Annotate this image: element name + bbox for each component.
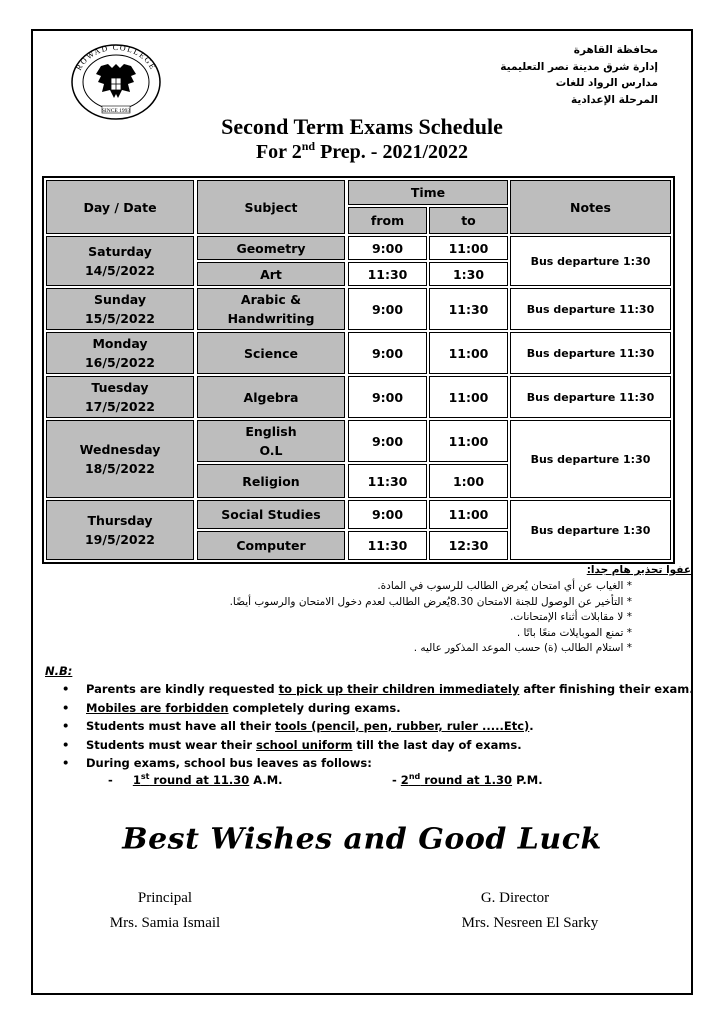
subject-cell: Art xyxy=(197,262,345,286)
principal-title: Principal xyxy=(137,890,193,906)
header-line: محافظة القاهرة xyxy=(573,44,658,56)
header-line: مدارس الرواد للغات xyxy=(555,77,658,89)
arabic-header xyxy=(500,42,658,108)
director-name: Mrs. Nesreen El Sarky xyxy=(461,915,599,931)
warning-item: * لا مقابلات أثناء الإمتحانات. xyxy=(230,610,632,626)
time-to-cell: 11:30 xyxy=(429,288,508,330)
time-from-cell: 11:30 xyxy=(348,262,427,286)
warning-item: * التأخير عن الوصول للجنة الامتحان 8.30يُعرض الطالب لعدم دخول الامتحان والرسوب أيضًا. xyxy=(230,595,632,611)
director-title: G. Director xyxy=(480,890,550,906)
time-from-cell: 11:30 xyxy=(348,464,427,498)
principal-name: Mrs. Samia Ismail xyxy=(109,915,221,931)
subject-cell: Science xyxy=(197,332,345,374)
logo-text: ROWAD COLLEGE xyxy=(74,42,158,72)
warning-item: * تمنع الموبايلات منعًا باتًا . xyxy=(230,626,632,642)
header-day-date: Day / Date xyxy=(46,180,194,234)
day-cell: Monday 16/5/2022 xyxy=(46,332,194,374)
nb-item: • Students must have all their tools (pencil, pen, rubber, ruler .....Etc). xyxy=(62,717,694,736)
time-from-cell: 9:00 xyxy=(348,332,427,374)
day-cell: Tuesday 17/5/2022 xyxy=(46,376,194,418)
bus-round-1: - 1st round at 11.30 A.M. xyxy=(108,772,283,787)
time-to-cell: 12:30 xyxy=(429,531,508,560)
notes-cell: Bus departure 11:30 xyxy=(510,376,671,418)
time-from-cell: 11:30 xyxy=(348,531,427,560)
notes-cell: Bus departure 1:30 xyxy=(510,500,671,560)
warning-list xyxy=(230,579,632,657)
header-line: إدارة شرق مدينة نصر التعليمية xyxy=(500,60,658,73)
page-title: Second Term Exams Schedule xyxy=(221,114,503,139)
header-notes: Notes xyxy=(510,180,671,234)
header-to: to xyxy=(429,207,508,234)
warning-item: * استلام الطالب (ة) حسب الموعد المذكور عاليه . xyxy=(230,641,632,657)
header-from: from xyxy=(348,207,427,234)
subject-cell: Computer xyxy=(197,531,345,560)
subject-cell: Arabic & Handwriting xyxy=(197,288,345,330)
bus-round-2: - 2nd round at 1.30 P.M. xyxy=(392,772,543,787)
exam-schedule-table xyxy=(42,176,675,564)
time-from-cell: 9:00 xyxy=(348,236,427,260)
notes-cell: Bus departure 11:30 xyxy=(510,288,671,330)
school-logo xyxy=(68,42,164,122)
subject-cell: Geometry xyxy=(197,236,345,260)
notes-cell: Bus departure 1:30 xyxy=(510,420,671,498)
closing-message: Best Wishes and Good Luck xyxy=(122,822,602,857)
header-line: المرحلة الإعدادية xyxy=(571,93,658,106)
time-from-cell: 9:00 xyxy=(348,500,427,529)
subject-cell: Religion xyxy=(197,464,345,498)
time-to-cell: 1:30 xyxy=(429,262,508,286)
time-to-cell: 1:00 xyxy=(429,464,508,498)
warning-item: * الغياب عن أي امتحان يُعرض الطالب للرسوب في المادة. xyxy=(230,579,632,595)
day-cell: Sunday 15/5/2022 xyxy=(46,288,194,330)
time-to-cell: 11:00 xyxy=(429,500,508,529)
time-to-cell: 11:00 xyxy=(429,420,508,462)
nb-item: • Students must wear their school uniform till the last day of exams. xyxy=(62,736,694,755)
time-to-cell: 11:00 xyxy=(429,332,508,374)
subject-cell: Algebra xyxy=(197,376,345,418)
subject-cell: English O.L xyxy=(197,420,345,462)
nb-item: • Mobiles are forbidden completely during exams. xyxy=(62,699,694,718)
notes-cell: Bus departure 1:30 xyxy=(510,236,671,286)
time-to-cell: 11:00 xyxy=(429,236,508,260)
header-subject: Subject xyxy=(197,180,345,234)
nb-item: • During exams, school bus leaves as follows: xyxy=(62,754,694,773)
time-from-cell: 9:00 xyxy=(348,376,427,418)
warning-title: عفوا تحذير هام جدا: xyxy=(586,564,691,576)
logo-caption: SINCE 1993 xyxy=(101,108,131,114)
time-to-cell: 11:00 xyxy=(429,376,508,418)
header-time: Time xyxy=(348,180,508,205)
nb-item: • Parents are kindly requested to pick up their children immediately after finishing their exam. xyxy=(62,680,694,699)
day-cell: Wednesday 18/5/2022 xyxy=(46,420,194,498)
nb-label: N.B: xyxy=(45,664,73,678)
notes-cell: Bus departure 11:30 xyxy=(510,332,671,374)
subject-cell: Social Studies xyxy=(197,500,345,529)
time-from-cell: 9:00 xyxy=(348,288,427,330)
page-subtitle: For 2nd Prep. - 2021/2022 xyxy=(255,139,469,163)
day-cell: Thursday 19/5/2022 xyxy=(46,500,194,560)
nb-list xyxy=(62,680,694,773)
time-from-cell: 9:00 xyxy=(348,420,427,462)
day-cell: Saturday 14/5/2022 xyxy=(46,236,194,286)
